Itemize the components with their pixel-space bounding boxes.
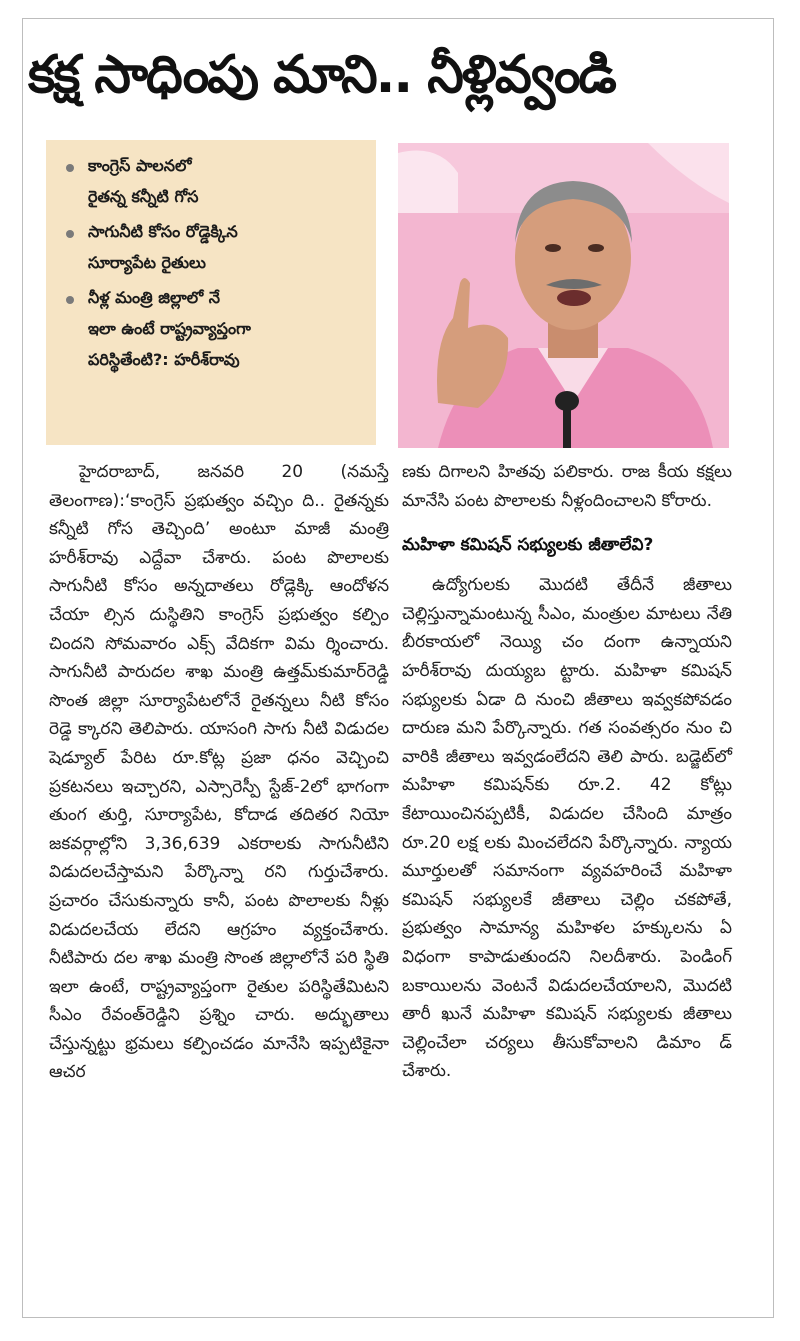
highlight-item	[66, 150, 364, 212]
highlight-text: సాగునీటి కోసం రోడ్డెక్కిన సూర్యాపేట రైతులు	[88, 222, 238, 272]
bullet-icon	[66, 164, 74, 172]
bullet-icon	[66, 230, 74, 238]
article-paragraph: ణకు దిగాలని హితవు పలికారు. రాజ కీయ కక్షలు మానేసి పంట పొలాలకు నీళ్లందించాలని కోరారు.	[402, 462, 732, 511]
highlight-item	[66, 282, 364, 375]
headline: కక్ష సాధింపు మాని.. నీళ్లివ్వండి	[28, 45, 615, 105]
article-column-left	[49, 458, 389, 1087]
highlight-text: కాంగ్రెస్‌ పాలనలో రైతన్న కన్నీటి గోస	[88, 156, 199, 206]
speaker-photo	[398, 143, 729, 448]
bullet-icon	[66, 296, 74, 304]
article-column-right	[402, 458, 732, 1086]
highlights-box	[46, 140, 376, 445]
highlight-item	[66, 216, 364, 278]
article-paragraph: ఉద్యోగులకు మొదటి తేదీనే జీతాలు చెల్లిస్తున్నామంటున్న సీఎం, మంత్రుల మాటలు నేతి బీరకాయలో నెయ్యి చం దంగా ఉన్నాయని హరీశ్‌రావు దుయ్యబ ట్టారు. మహిళా కమిషన్‌ సభ్యులకు ఏడా ది నుంచి జీతాలు ఇవ్వకపోవడం దారుణ మని పేర్కొన్నారు. గత సంవత్సరం నుం చి వారికి జీతాలు ఇవ్వడంలేదని తెలి పారు. బడ్జెట్‌లో మహిళా కమిషన్‌కు రూ.2. 42 కోట్లు కేటాయించినప్పటికీ, విడుదల చేసింది మాత్రం రూ.20 లక్ష లకు మించలేదని పేర్కొన్నారు. న్యాయ మూర్తులతో సమానంగా వ్యవహరించే మహిళా కమిషన్‌ సభ్యులకే జీతాలు చెల్లిం చకపోతే, ప్రభుత్వం సామాన్య మహిళల హక్కులను ఏ విధంగా కాపాడుతుందని నిలదీశారు. పెండింగ్‌ బకాయిలను వెంటనే విడుదలచేయాలని, మొదటి తారీ ఖునే మహిళా కమిషన్‌ సభ్యులకు జీతాలు చెల్లించేలా చర్యలు తీసుకోవాలని డిమాం డ్‌ చేశారు.	[402, 575, 732, 1082]
article-paragraph: హైదరాబాద్‌, జనవరి 20 (నమస్తే తెలంగాణ):‘కాంగ్రెస్‌ ప్రభుత్వం వచ్చిం ది.. రైతన్నకు కన్నీటి గోస తెచ్చింది’ అంటూ మాజీ మంత్రి హరీశ్‌రావు ఎద్దేవా చేశారు. పంట పొలాలకు సాగునీటి కోసం అన్నదాతలు రోడ్లెక్కి ఆందోళన చేయా ల్సిన దుస్థితిని కాంగ్రెస్‌ ప్రభుత్వం కల్పిం చిందని సోమవారం ఎక్స్‌ వేదికగా విమ ర్శించారు. సాగునీటి పారుదల శాఖ మంత్రి ఉత్తమ్‌కుమార్‌రెడ్డి సొంత జిల్లా సూర్యాపేటలోనే రైతన్నలు నీటి కోసం రెడ్డె క్కారని తెలిపారు. యాసంగి సాగు నీటి విడుదల షెడ్యూల్‌ పేరిట రూ.కోట్ల ప్రజా ధనం వెచ్చించి ప్రకటనలు ఇచ్చారని, ఎస్సారెస్పీ స్టేజ్‌-2లో భాగంగా తుంగ తుర్తి, సూర్యాపేట, కోదాడ తదితర నియో జకవర్గాల్లోని 3,36,639 ఎకరాలకు సాగునీటిని విడుదలచేస్తామని పేర్కొన్నా రని గుర్తుచేశారు. ప్రచారం చేసుకున్నారు కానీ, పంట పొలాలకు నీళ్లు విడుదలచేయ లేదని ఆగ్రహం వ్యక్తంచేశారు. నీటిపారు దల శాఖ మంత్రి సొంత జిల్లాలోనే పరి స్థితి ఇలా ఉంటే, రాష్ట్రవ్యాప్తంగా రైతుల పరిస్థితేమిటని సీఎం రేవంత్‌రెడ్డిని ప్రశ్నిం చారు. అద్భుతాలు చేస్తున్నట్టు భ్రమలు కల్పించడం మానేసి ఇప్పటికైనా ఆచర	[49, 462, 389, 1083]
highlight-text: నీళ్ల మంత్రి జిల్లాలో నే ఇలా ఉంటే రాష్ట్రవ్యాప్తంగా పరిస్థితేంటి?: హరీశ్‌రావు	[88, 288, 251, 369]
subheading: మహిళా కమిషన్‌ సభ్యులకు జీతాలేవి?	[402, 535, 654, 556]
